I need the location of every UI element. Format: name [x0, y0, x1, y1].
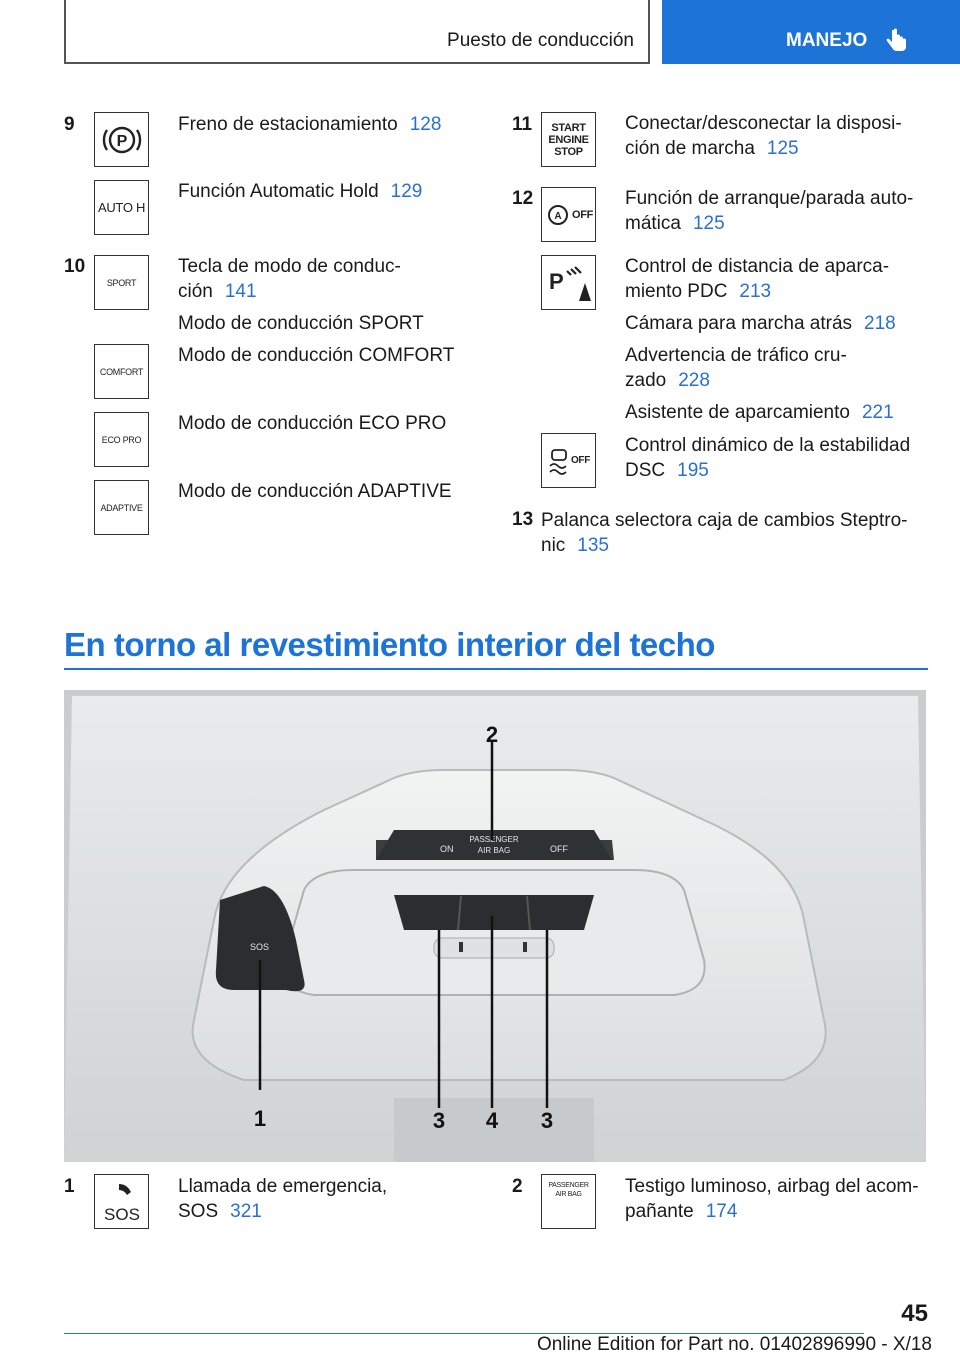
entry-text: Advertencia de tráfico cru- zado 228 [625, 345, 847, 391]
entry-text: Cámara para marcha atrás 218 [625, 313, 896, 334]
entry-text: Tecla de modo de conduc- ción 141 Modo de conducción SPORT [178, 256, 424, 334]
page-ref-link[interactable]: 321 [230, 1201, 262, 1222]
page-ref-link[interactable]: 228 [678, 370, 710, 391]
svg-text:1: 1 [253, 1106, 267, 1131]
footer-edition: Online Edition for Part no. 01402896990 - X/18 [536, 1334, 932, 1355]
section-title: En torno al revestimiento interior del techo [64, 626, 715, 663]
page-ref-link[interactable]: 195 [677, 460, 709, 481]
svg-text:P: P [116, 132, 127, 150]
header-section-title: Puesto de conducción [64, 0, 650, 64]
svg-text:P: P [548, 268, 564, 294]
entry-text: Conectar/desconectar la disposi- ción de marcha 125 [625, 113, 902, 159]
entry-text: Testigo luminoso, airbag del acom- pañante 174 [625, 1176, 919, 1222]
page-ref-link[interactable]: 218 [864, 313, 896, 334]
adaptive-mode-icon: ADAPTIVE [94, 480, 149, 535]
sport-mode-icon: SPORT [94, 255, 149, 310]
auto-start-stop-off-icon: A OFF [541, 187, 596, 242]
svg-text:4: 4 [485, 1108, 499, 1133]
entry-number: 10 [64, 256, 86, 277]
entry-number: 12 [512, 188, 534, 209]
page-ref-link[interactable]: 174 [705, 1201, 738, 1222]
start-engine-stop-icon: START ENGINE STOP [541, 112, 596, 167]
svg-text:SOS: SOS [103, 1204, 140, 1224]
entry-text: Llamada de emergencia, SOS 321 [178, 1176, 388, 1222]
svg-text:3: 3 [432, 1108, 446, 1133]
entry-text: Control dinámico de la estabilidad DSC 195 [625, 435, 911, 481]
page-ref-link[interactable]: 129 [390, 181, 423, 202]
parking-brake-icon [94, 112, 149, 167]
header-tab-manejo[interactable]: MANEJO [662, 0, 960, 64]
page-header [64, 0, 960, 64]
svg-text:OFF: OFF [550, 844, 568, 854]
comfort-mode-icon: COMFORT [94, 344, 149, 399]
hand-pointer-icon [885, 28, 909, 54]
svg-text:AIR BAG: AIR BAG [477, 846, 511, 855]
entry-number: 9 [64, 114, 75, 135]
entry-text: Función Automatic Hold 129 [178, 181, 423, 202]
eco-pro-mode-icon: ECO PRO [94, 412, 149, 467]
park-distance-icon [541, 255, 596, 310]
page-ref-link[interactable]: 125 [692, 213, 725, 234]
overhead-console-photo [64, 690, 926, 1162]
page-ref-link[interactable]: 135 [577, 535, 609, 556]
entry-number: 13 [512, 509, 534, 530]
page-ref-link[interactable]: 141 [224, 281, 257, 302]
page-ref-link[interactable]: 125 [766, 138, 799, 159]
entry-text: Modo de conducción ECO PRO [178, 413, 447, 434]
page-ref-link[interactable]: 128 [409, 114, 442, 135]
passenger-airbag-indicator-icon: PASSENGER AIR BAG [541, 1174, 596, 1229]
entry-number: 11 [512, 114, 533, 135]
svg-text:PASSENGER: PASSENGER [469, 835, 519, 844]
auto-hold-icon: AUTO H [94, 180, 149, 235]
entry-text: Modo de conducción ADAPTIVE [178, 481, 452, 502]
svg-text:3: 3 [540, 1108, 554, 1133]
entry-text: Asistente de aparcamiento 221 [625, 402, 894, 423]
page-ref-link[interactable]: 213 [739, 281, 772, 302]
entry-text: Función de arranque/parada auto- mática 125 [625, 188, 914, 234]
svg-text:A: A [554, 210, 562, 222]
entry-text: Control de distancia de aparca- miento PDC 213 [625, 256, 890, 302]
dsc-off-icon: OFF [541, 433, 596, 488]
entry-number: 1 [64, 1176, 75, 1197]
entry-number: 2 [512, 1176, 523, 1197]
svg-text:SOS: SOS [250, 942, 270, 952]
entry-text: Freno de estacionamiento 128 [178, 114, 442, 135]
page-ref-link[interactable]: 221 [861, 402, 894, 423]
svg-text:2: 2 [485, 722, 499, 747]
page-number: 45 [901, 1300, 928, 1327]
entry-text: Palanca selectora caja de cambios Steptro- nic 135 [541, 510, 908, 556]
section-rule [64, 668, 928, 670]
entry-text: Modo de conducción COMFORT [178, 345, 455, 366]
svg-text:ON: ON [440, 844, 454, 854]
sos-call-icon [94, 1174, 149, 1229]
